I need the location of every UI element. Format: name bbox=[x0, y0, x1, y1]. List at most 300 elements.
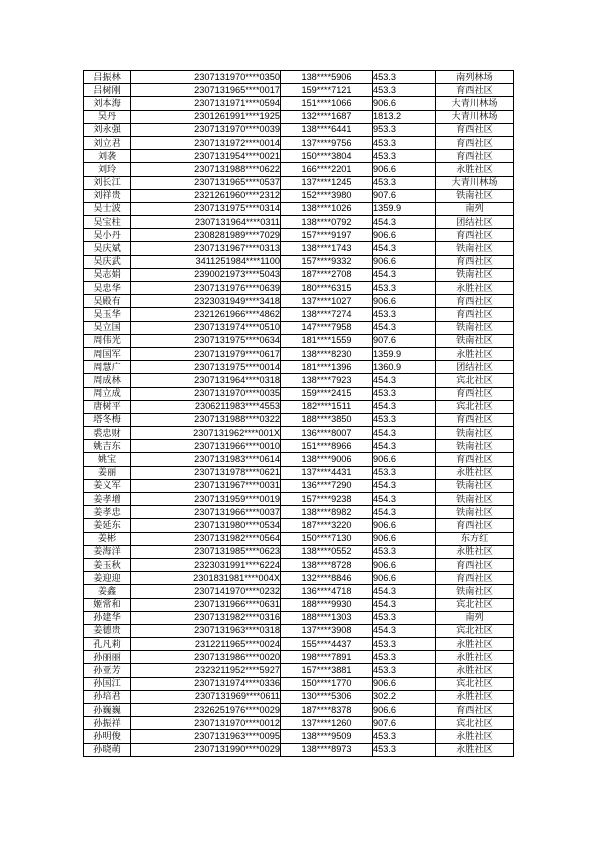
community-cell: 育西社区 bbox=[436, 295, 514, 308]
table-row bbox=[84, 704, 514, 717]
table-row bbox=[84, 585, 514, 598]
phone-cell: 159****7121 bbox=[281, 84, 373, 97]
amount-cell: 453.3 bbox=[373, 150, 436, 163]
community-cell: 永胜社区 bbox=[436, 651, 514, 664]
name-cell: 姬常和 bbox=[84, 598, 131, 611]
amount-cell: 454.3 bbox=[373, 493, 436, 506]
table-row bbox=[84, 506, 514, 519]
community-cell: 育西社区 bbox=[436, 704, 514, 717]
phone-cell: 182****1511 bbox=[281, 400, 373, 413]
community-cell: 团结社区 bbox=[436, 361, 514, 374]
id-number-cell: 2307131975****0014 bbox=[131, 361, 281, 374]
name-cell: 周成林 bbox=[84, 374, 131, 387]
phone-cell: 138****0552 bbox=[281, 545, 373, 558]
name-cell: 孙国江 bbox=[84, 677, 131, 690]
table-row bbox=[84, 598, 514, 611]
community-cell: 永胜社区 bbox=[436, 638, 514, 651]
amount-cell: 906.6 bbox=[373, 163, 436, 176]
amount-cell: 454.3 bbox=[373, 598, 436, 611]
name-cell: 姚宝 bbox=[84, 453, 131, 466]
id-number-cell: 2307131967****0031 bbox=[131, 479, 281, 492]
community-cell: 宾北社区 bbox=[436, 717, 514, 730]
id-number-cell: 2307131975****0634 bbox=[131, 334, 281, 347]
name-cell: 吴宝柱 bbox=[84, 216, 131, 229]
phone-cell: 138****0792 bbox=[281, 216, 373, 229]
id-number-cell: 2307131988****0322 bbox=[131, 413, 281, 426]
id-number-cell: 2307131971****0594 bbox=[131, 97, 281, 110]
amount-cell: 453.3 bbox=[373, 743, 436, 756]
table-row bbox=[84, 97, 514, 110]
table-row bbox=[84, 572, 514, 585]
name-cell: 刘永强 bbox=[84, 123, 131, 136]
community-cell: 育西社区 bbox=[436, 229, 514, 242]
name-cell: 吴殿有 bbox=[84, 295, 131, 308]
amount-cell: 302.2 bbox=[373, 690, 436, 703]
name-cell: 吴忠华 bbox=[84, 282, 131, 295]
phone-cell: 181****1396 bbox=[281, 361, 373, 374]
id-number-cell: 2307131959****0019 bbox=[131, 493, 281, 506]
phone-cell: 136****7290 bbox=[281, 479, 373, 492]
phone-cell: 137****9756 bbox=[281, 136, 373, 149]
community-cell: 铁南社区 bbox=[436, 242, 514, 255]
name-cell: 周慧广 bbox=[84, 361, 131, 374]
table-row bbox=[84, 638, 514, 651]
community-cell: 南列 bbox=[436, 202, 514, 215]
id-number-cell: 2307131983****0614 bbox=[131, 453, 281, 466]
amount-cell: 453.3 bbox=[373, 282, 436, 295]
amount-cell: 454.3 bbox=[373, 374, 436, 387]
name-cell: 姜德贵 bbox=[84, 624, 131, 637]
amount-cell: 453.3 bbox=[373, 413, 436, 426]
phone-cell: 138****7923 bbox=[281, 374, 373, 387]
id-number-cell: 2307141970****0232 bbox=[131, 585, 281, 598]
phone-cell: 157****9197 bbox=[281, 229, 373, 242]
table-row bbox=[84, 387, 514, 400]
community-cell: 铁南社区 bbox=[436, 427, 514, 440]
community-cell: 育西社区 bbox=[436, 387, 514, 400]
community-cell: 育西社区 bbox=[436, 558, 514, 571]
table-row bbox=[84, 677, 514, 690]
phone-cell: 138****8982 bbox=[281, 506, 373, 519]
community-cell: 铁南社区 bbox=[436, 493, 514, 506]
name-cell: 姜迎迎 bbox=[84, 572, 131, 585]
amount-cell: 454.3 bbox=[373, 400, 436, 413]
name-cell: 刘玲 bbox=[84, 163, 131, 176]
id-number-cell: 2307131972****0014 bbox=[131, 136, 281, 149]
id-number-cell: 2308281989****7029 bbox=[131, 229, 281, 242]
name-cell: 孙建华 bbox=[84, 611, 131, 624]
community-cell: 铁南社区 bbox=[436, 479, 514, 492]
id-number-cell: 2307131969****0611 bbox=[131, 690, 281, 703]
name-cell: 孙明俊 bbox=[84, 730, 131, 743]
phone-cell: 187****2708 bbox=[281, 268, 373, 281]
id-number-cell: 2323031949****3418 bbox=[131, 295, 281, 308]
community-cell: 铁南社区 bbox=[436, 440, 514, 453]
table-row bbox=[84, 466, 514, 479]
community-cell: 育西社区 bbox=[436, 84, 514, 97]
name-cell: 周国军 bbox=[84, 347, 131, 360]
table-row bbox=[84, 400, 514, 413]
phone-cell: 188****1303 bbox=[281, 611, 373, 624]
table-row bbox=[84, 229, 514, 242]
name-cell: 姜义军 bbox=[84, 479, 131, 492]
amount-cell: 906.6 bbox=[373, 558, 436, 571]
name-cell: 姜孝忠 bbox=[84, 506, 131, 519]
table-row bbox=[84, 664, 514, 677]
name-cell: 塔冬梅 bbox=[84, 413, 131, 426]
community-cell: 南列 bbox=[436, 611, 514, 624]
id-number-cell: 2307131967****0313 bbox=[131, 242, 281, 255]
amount-cell: 454.3 bbox=[373, 624, 436, 637]
id-number-cell: 2307131962****001X bbox=[131, 427, 281, 440]
table-row bbox=[84, 717, 514, 730]
community-cell: 永胜社区 bbox=[436, 690, 514, 703]
id-number-cell: 2307131966****0631 bbox=[131, 598, 281, 611]
name-cell: 吴丹 bbox=[84, 110, 131, 123]
amount-cell: 1359.9 bbox=[373, 202, 436, 215]
table-row bbox=[84, 519, 514, 532]
community-cell: 育西社区 bbox=[436, 519, 514, 532]
amount-cell: 1359.9 bbox=[373, 347, 436, 360]
id-number-cell: 2307131980****0534 bbox=[131, 519, 281, 532]
phone-cell: 150****3804 bbox=[281, 150, 373, 163]
phone-cell: 150****1770 bbox=[281, 677, 373, 690]
id-number-cell: 2301831981****004X bbox=[131, 572, 281, 585]
amount-cell: 453.3 bbox=[373, 387, 436, 400]
name-cell: 刘祥贵 bbox=[84, 189, 131, 202]
amount-cell: 906.6 bbox=[373, 97, 436, 110]
name-cell: 刘长江 bbox=[84, 176, 131, 189]
amount-cell: 906.6 bbox=[373, 453, 436, 466]
id-number-cell: 2307131979****0617 bbox=[131, 347, 281, 360]
id-number-cell: 2307131964****0318 bbox=[131, 374, 281, 387]
name-cell: 孙巍巍 bbox=[84, 704, 131, 717]
amount-cell: 454.3 bbox=[373, 585, 436, 598]
phone-cell: 136****8007 bbox=[281, 427, 373, 440]
id-number-cell: 2307131970****0035 bbox=[131, 387, 281, 400]
table-row bbox=[84, 493, 514, 506]
community-cell: 育西社区 bbox=[436, 413, 514, 426]
records-body bbox=[84, 71, 514, 757]
table-row bbox=[84, 532, 514, 545]
phone-cell: 138****1743 bbox=[281, 242, 373, 255]
community-cell: 永胜社区 bbox=[436, 664, 514, 677]
community-cell: 大青川林场 bbox=[436, 97, 514, 110]
phone-cell: 138****8230 bbox=[281, 347, 373, 360]
phone-cell: 137****4431 bbox=[281, 466, 373, 479]
table-row bbox=[84, 189, 514, 202]
records-table bbox=[83, 70, 514, 757]
name-cell: 姚吉东 bbox=[84, 440, 131, 453]
amount-cell: 454.3 bbox=[373, 479, 436, 492]
id-number-cell: 2326251976****0029 bbox=[131, 704, 281, 717]
id-number-cell: 2321261966****4862 bbox=[131, 308, 281, 321]
name-cell: 孔凡莉 bbox=[84, 638, 131, 651]
amount-cell: 1813.2 bbox=[373, 110, 436, 123]
amount-cell: 453.3 bbox=[373, 638, 436, 651]
id-number-cell: 2307131974****0336 bbox=[131, 677, 281, 690]
amount-cell: 906.6 bbox=[373, 295, 436, 308]
table-row bbox=[84, 255, 514, 268]
name-cell: 周立成 bbox=[84, 387, 131, 400]
table-row bbox=[84, 545, 514, 558]
table-row bbox=[84, 176, 514, 189]
amount-cell: 906.6 bbox=[373, 572, 436, 585]
amount-cell: 454.3 bbox=[373, 506, 436, 519]
table-row bbox=[84, 611, 514, 624]
name-cell: 姜丽 bbox=[84, 466, 131, 479]
table-row bbox=[84, 136, 514, 149]
phone-cell: 147****7958 bbox=[281, 321, 373, 334]
table-row bbox=[84, 216, 514, 229]
table-row bbox=[84, 374, 514, 387]
phone-cell: 188****3850 bbox=[281, 413, 373, 426]
amount-cell: 453.3 bbox=[373, 71, 436, 84]
table-row bbox=[84, 321, 514, 334]
name-cell: 裘忠财 bbox=[84, 427, 131, 440]
id-number-cell: 2301261991****1925 bbox=[131, 110, 281, 123]
phone-cell: 151****1066 bbox=[281, 97, 373, 110]
amount-cell: 453.3 bbox=[373, 176, 436, 189]
community-cell: 育西社区 bbox=[436, 150, 514, 163]
name-cell: 吴庆武 bbox=[84, 255, 131, 268]
amount-cell: 906.6 bbox=[373, 519, 436, 532]
amount-cell: 953.3 bbox=[373, 123, 436, 136]
name-cell: 吴庆斌 bbox=[84, 242, 131, 255]
community-cell: 育西社区 bbox=[436, 308, 514, 321]
phone-cell: 150****7130 bbox=[281, 532, 373, 545]
table-row bbox=[84, 334, 514, 347]
table-row bbox=[84, 730, 514, 743]
community-cell: 宾北社区 bbox=[436, 598, 514, 611]
phone-cell: 138****7274 bbox=[281, 308, 373, 321]
id-number-cell: 2306211983****4553 bbox=[131, 400, 281, 413]
amount-cell: 454.3 bbox=[373, 216, 436, 229]
table-row bbox=[84, 295, 514, 308]
phone-cell: 152****3980 bbox=[281, 189, 373, 202]
id-number-cell: 2312211965****0024 bbox=[131, 638, 281, 651]
id-number-cell: 2307131966****0010 bbox=[131, 440, 281, 453]
community-cell: 永胜社区 bbox=[436, 163, 514, 176]
name-cell: 唐树平 bbox=[84, 400, 131, 413]
amount-cell: 454.3 bbox=[373, 321, 436, 334]
phone-cell: 181****1559 bbox=[281, 334, 373, 347]
table-row bbox=[84, 558, 514, 571]
amount-cell: 906.6 bbox=[373, 704, 436, 717]
id-number-cell: 2323031991****6224 bbox=[131, 558, 281, 571]
phone-cell: 180****6315 bbox=[281, 282, 373, 295]
community-cell: 东方红 bbox=[436, 532, 514, 545]
phone-cell: 138****5906 bbox=[281, 71, 373, 84]
community-cell: 铁南社区 bbox=[436, 506, 514, 519]
community-cell: 铁南社区 bbox=[436, 585, 514, 598]
community-cell: 育西社区 bbox=[436, 453, 514, 466]
phone-cell: 130****5306 bbox=[281, 690, 373, 703]
amount-cell: 906.6 bbox=[373, 229, 436, 242]
phone-cell: 188****9930 bbox=[281, 598, 373, 611]
phone-cell: 138****9509 bbox=[281, 730, 373, 743]
id-number-cell: 2307131963****0095 bbox=[131, 730, 281, 743]
amount-cell: 453.3 bbox=[373, 545, 436, 558]
amount-cell: 453.3 bbox=[373, 664, 436, 677]
community-cell: 宾北社区 bbox=[436, 624, 514, 637]
phone-cell: 157****3881 bbox=[281, 664, 373, 677]
id-number-cell: 2307131970****0039 bbox=[131, 123, 281, 136]
phone-cell: 138****8728 bbox=[281, 558, 373, 571]
name-cell: 孙培君 bbox=[84, 690, 131, 703]
phone-cell: 155****4437 bbox=[281, 638, 373, 651]
community-cell: 永胜社区 bbox=[436, 347, 514, 360]
table-row bbox=[84, 268, 514, 281]
name-cell: 姜延东 bbox=[84, 519, 131, 532]
id-number-cell: 2307131990****0029 bbox=[131, 743, 281, 756]
id-number-cell: 2390021973****5043 bbox=[131, 268, 281, 281]
community-cell: 宾北社区 bbox=[436, 400, 514, 413]
phone-cell: 137****1027 bbox=[281, 295, 373, 308]
name-cell: 孙丽丽 bbox=[84, 651, 131, 664]
id-number-cell: 2307131970****0350 bbox=[131, 71, 281, 84]
amount-cell: 453.3 bbox=[373, 136, 436, 149]
community-cell: 育西社区 bbox=[436, 572, 514, 585]
phone-cell: 138****9006 bbox=[281, 453, 373, 466]
name-cell: 吴士波 bbox=[84, 202, 131, 215]
name-cell: 刘立君 bbox=[84, 136, 131, 149]
id-number-cell: 2307131975****0314 bbox=[131, 202, 281, 215]
name-cell: 吴玉华 bbox=[84, 308, 131, 321]
phone-cell: 166****2201 bbox=[281, 163, 373, 176]
community-cell: 铁南社区 bbox=[436, 268, 514, 281]
table-row bbox=[84, 427, 514, 440]
id-number-cell: 3411251984****1100 bbox=[131, 255, 281, 268]
id-number-cell: 2307131988****0622 bbox=[131, 163, 281, 176]
community-cell: 永胜社区 bbox=[436, 282, 514, 295]
community-cell: 团结社区 bbox=[436, 216, 514, 229]
phone-cell: 137****1245 bbox=[281, 176, 373, 189]
id-number-cell: 2323211952****5927 bbox=[131, 664, 281, 677]
community-cell: 铁南社区 bbox=[436, 189, 514, 202]
table-row bbox=[84, 347, 514, 360]
amount-cell: 453.3 bbox=[373, 84, 436, 97]
name-cell: 姜彬 bbox=[84, 532, 131, 545]
table-row bbox=[84, 479, 514, 492]
phone-cell: 138****1026 bbox=[281, 202, 373, 215]
phone-cell: 159****2415 bbox=[281, 387, 373, 400]
phone-cell: 198****7891 bbox=[281, 651, 373, 664]
name-cell: 孙亚芳 bbox=[84, 664, 131, 677]
id-number-cell: 2307131982****0316 bbox=[131, 611, 281, 624]
amount-cell: 454.3 bbox=[373, 440, 436, 453]
name-cell: 姜海洋 bbox=[84, 545, 131, 558]
id-number-cell: 2307131986****0020 bbox=[131, 651, 281, 664]
table-row bbox=[84, 71, 514, 84]
table-row bbox=[84, 84, 514, 97]
table-row bbox=[84, 123, 514, 136]
id-number-cell: 2307131970****0012 bbox=[131, 717, 281, 730]
community-cell: 大青川林场 bbox=[436, 110, 514, 123]
community-cell: 铁南社区 bbox=[436, 321, 514, 334]
phone-cell: 157****9238 bbox=[281, 493, 373, 506]
table-row bbox=[84, 453, 514, 466]
name-cell: 刘本海 bbox=[84, 97, 131, 110]
name-cell: 吕树刚 bbox=[84, 84, 131, 97]
phone-cell: 157****9332 bbox=[281, 255, 373, 268]
id-number-cell: 2307131963****0318 bbox=[131, 624, 281, 637]
id-number-cell: 2321261960****2312 bbox=[131, 189, 281, 202]
community-cell: 永胜社区 bbox=[436, 730, 514, 743]
phone-cell: 187****3220 bbox=[281, 519, 373, 532]
table-row bbox=[84, 150, 514, 163]
amount-cell: 907.6 bbox=[373, 717, 436, 730]
name-cell: 姜孝增 bbox=[84, 493, 131, 506]
table-row bbox=[84, 413, 514, 426]
phone-cell: 132****1687 bbox=[281, 110, 373, 123]
community-cell: 宾北社区 bbox=[436, 677, 514, 690]
phone-cell: 132****8846 bbox=[281, 572, 373, 585]
id-number-cell: 2307131974****0510 bbox=[131, 321, 281, 334]
name-cell: 吴立国 bbox=[84, 321, 131, 334]
amount-cell: 907.6 bbox=[373, 334, 436, 347]
table-row bbox=[84, 308, 514, 321]
table-row bbox=[84, 202, 514, 215]
name-cell: 姜玉秋 bbox=[84, 558, 131, 571]
phone-cell: 138****8973 bbox=[281, 743, 373, 756]
id-number-cell: 2307131965****0537 bbox=[131, 176, 281, 189]
table-row bbox=[84, 242, 514, 255]
amount-cell: 453.3 bbox=[373, 308, 436, 321]
id-number-cell: 2307131966****0037 bbox=[131, 506, 281, 519]
phone-cell: 137****1260 bbox=[281, 717, 373, 730]
id-number-cell: 2307131964****0311 bbox=[131, 216, 281, 229]
name-cell: 吴志娟 bbox=[84, 268, 131, 281]
phone-cell: 136****4718 bbox=[281, 585, 373, 598]
phone-cell: 151****8966 bbox=[281, 440, 373, 453]
table-row bbox=[84, 440, 514, 453]
community-cell: 宾北社区 bbox=[436, 374, 514, 387]
amount-cell: 453.3 bbox=[373, 730, 436, 743]
table-row bbox=[84, 361, 514, 374]
name-cell: 孙振祥 bbox=[84, 717, 131, 730]
amount-cell: 907.6 bbox=[373, 189, 436, 202]
amount-cell: 906.6 bbox=[373, 255, 436, 268]
id-number-cell: 2307131954****0021 bbox=[131, 150, 281, 163]
community-cell: 大青川林场 bbox=[436, 176, 514, 189]
community-cell: 南列林场 bbox=[436, 71, 514, 84]
table-row bbox=[84, 743, 514, 756]
amount-cell: 453.3 bbox=[373, 466, 436, 479]
amount-cell: 906.6 bbox=[373, 677, 436, 690]
table-row bbox=[84, 110, 514, 123]
name-cell: 刘袭 bbox=[84, 150, 131, 163]
phone-cell: 187****8378 bbox=[281, 704, 373, 717]
table-row bbox=[84, 624, 514, 637]
name-cell: 孙晓萌 bbox=[84, 743, 131, 756]
community-cell: 永胜社区 bbox=[436, 545, 514, 558]
amount-cell: 453.3 bbox=[373, 611, 436, 624]
amount-cell: 1360.9 bbox=[373, 361, 436, 374]
community-cell: 铁南社区 bbox=[436, 334, 514, 347]
id-number-cell: 2307131978****0621 bbox=[131, 466, 281, 479]
amount-cell: 454.3 bbox=[373, 427, 436, 440]
id-number-cell: 2307131976****0639 bbox=[131, 282, 281, 295]
table-row bbox=[84, 282, 514, 295]
name-cell: 姜鑫 bbox=[84, 585, 131, 598]
amount-cell: 454.3 bbox=[373, 242, 436, 255]
id-number-cell: 2307131965****0017 bbox=[131, 84, 281, 97]
phone-cell: 138****6441 bbox=[281, 123, 373, 136]
phone-cell: 137****3908 bbox=[281, 624, 373, 637]
community-cell: 永胜社区 bbox=[436, 743, 514, 756]
community-cell: 育西社区 bbox=[436, 255, 514, 268]
